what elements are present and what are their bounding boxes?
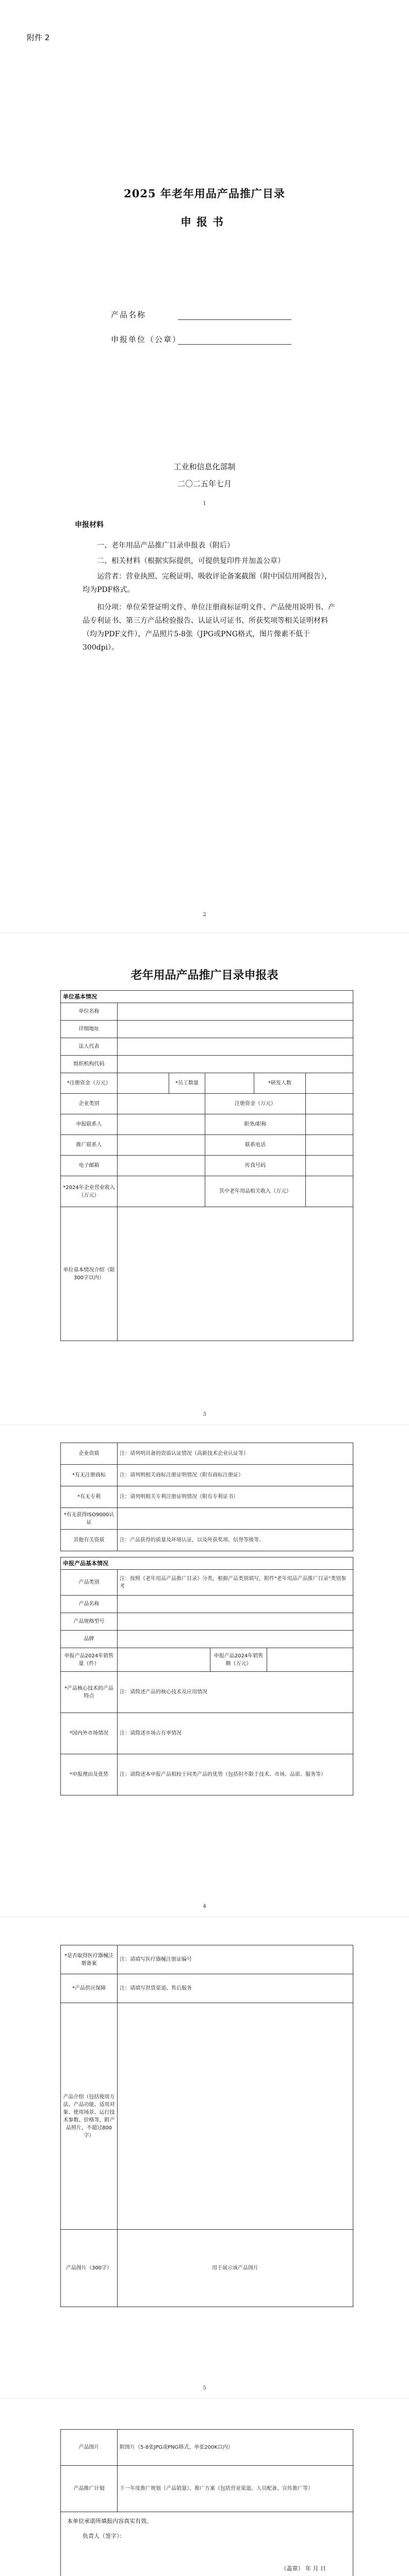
unit-name-label: 单位名称 [61,1003,118,1021]
materials-item-2: 二、相关材料（根据实际提供，可提供复印件并加盖公章） [97,557,285,565]
applicant-line [178,335,291,345]
cert-note-4[interactable] [118,1508,353,1530]
photo-note[interactable]: 用于展示该产品图片 [118,2230,353,2307]
sales-value[interactable] [118,1648,210,1672]
brand-label: 品牌 [61,1631,118,1648]
images-plan-table [60,2429,353,2576]
approval-label: *是否取得医疗器械注册备案 [61,1945,118,1974]
org-code-value[interactable] [118,1056,353,1073]
product-name-cell-label: 产品名称 [61,1596,118,1613]
contact-value[interactable] [118,1114,205,1135]
annex-label: 附件 2 [27,33,50,42]
elder-revenue-value[interactable] [306,1176,353,1207]
promo-note[interactable]: 下一年度推广规划（产品销量）、推广方案（包括营业渠道、人员配备、宣传推广等） [118,2466,353,2512]
cert-label-4: *有无获得ISO9000认证 [61,1508,118,1530]
approval-note[interactable]: 注：请填写医疗器械注册证编号 [118,1945,353,1974]
title-label: 职务/职称 [205,1114,306,1135]
materials-heading: 申报材料 [75,521,104,529]
email-label: 电子邮箱 [61,1156,118,1176]
supply-label: *产品供应保障 [61,1974,118,2003]
supply-note[interactable]: 注：请填写供货渠道、售后服务 [118,1974,353,2003]
cert-note-1[interactable]: 注：请列明具备的资质认证情况（高新技术企业认证等） [118,1443,353,1465]
product-name-cell-value[interactable] [118,1596,353,1613]
page-number: 4 [203,1904,206,1909]
page-number: 5 [203,2385,206,2391]
images-note[interactable]: 附图片（5-8张JPG或PNG格式，单张200K以内） [118,2430,353,2466]
form-title: 老年用品产品推广目录申报表 [130,969,279,982]
cert-label-2: *有无注册商标 [61,1465,118,1486]
features-label: *产品核心技术的产品特点 [61,1672,118,1713]
brand-value[interactable] [118,1631,353,1648]
capital-value[interactable] [118,1073,169,1094]
cert-label-5: 其他有关资质 [61,1530,118,1551]
page-separator [0,2398,409,2399]
rd-label: *研发人数 [254,1073,306,1094]
legal-rep-value[interactable] [118,1038,353,1056]
revenue-label: *2024年企业营业收入（万元） [61,1176,118,1207]
cert-label-1: 企业资质 [61,1443,118,1465]
phone-label: 联系电话 [205,1135,306,1156]
unit-info-table [60,990,353,1341]
unit-name-value[interactable] [118,1003,353,1021]
address-value[interactable] [118,1021,353,1038]
product-section-title: 申报产品基本情况 [61,1557,353,1570]
promoter-label: 推广联系人 [61,1135,118,1156]
materials-item-1: 一、老年用品产品推广目录申报表（附后） [97,541,234,550]
product-intro-label: 产品介绍（包括使用方法、产品功能、适用对象、使用场景、运行技术参数、价格等，附产品照片，不超过800字） [61,2003,118,2230]
product-intro-value[interactable] [118,2003,353,2230]
materials-item-3: 运营者：营业执照、完税证明、吸收评论备案截图（附中国信用网报告），均为PDF格式。 [83,572,332,594]
rd-value[interactable] [306,1073,353,1094]
advantage-label: *申报理由及优势 [61,1754,118,1795]
page-number: 3 [203,1412,206,1417]
declaration-date: （盖章） 年 月 日 [281,2565,326,2572]
address-label: 详细地址 [61,1021,118,1038]
promoter-value[interactable] [118,1135,205,1156]
declaration-text: 本单位承诺所填报内容真实有效。 [67,2518,152,2524]
category-label: 产品类别 [61,1570,118,1596]
contact-label: 申报联系人 [61,1114,118,1135]
elder-revenue-label: 其中老年用品相关收入（万元） [205,1176,306,1207]
page-number: 1 [203,501,206,506]
category-note[interactable]: 注：按照《老年用品产品推广目录》分类，根据产品类别填写，附件"老年用品产品推广目录"类别参考 [118,1570,353,1596]
sales-revenue-value[interactable] [267,1648,353,1672]
staff-label: *员工数量 [169,1073,205,1094]
market-note[interactable]: 注：请简述市场占有率情况 [118,1713,353,1754]
model-label: 产品规格型号 [61,1613,118,1631]
issuer: 工业和信息化部制 [173,462,236,471]
page-number: 2 [203,912,206,918]
revenue-value[interactable] [118,1176,205,1207]
images-label: 产品图片 [61,2430,118,2466]
unit-intro-label: 单位基本情况介绍（限300字以内） [61,1207,118,1341]
features-note[interactable]: 注：请简述产品的核心技术及应用情况 [118,1672,353,1713]
cert-note-3[interactable]: 注：请列明相关专利注册证明情况（附有专利证书） [118,1486,353,1508]
title-value[interactable] [306,1114,353,1135]
org-code-label: 组织机构代码 [61,1056,118,1073]
sales-revenue-label: 申报产品2024年销售额（万元） [210,1648,267,1672]
issue-date: 二〇二五年七月 [177,479,232,488]
nature-value[interactable] [118,1094,205,1114]
materials-item-4: 扣分项：单位荣誉证明文件、单位注册商标证明文件、产品使用说明书、产品专利证书、第三方产品检验报告、认证认可证书、所获奖项等相关证明材料（均为PDF文件），产品照片5-8张（JPG或PNG格式，图片像素不低于300dpi）。 [83,603,335,652]
market-label: *国内外市场情况 [61,1713,118,1754]
nature-label: 企业类别 [61,1094,118,1114]
capital-label: *注册资金（万元） [61,1073,118,1094]
staff-value[interactable] [205,1073,254,1094]
fax-value[interactable] [306,1156,353,1176]
product-table [60,1557,353,1795]
sales-label: 申报产品2024年销售量（件） [61,1648,118,1672]
promo-label: 产品推广计划 [61,2466,118,2512]
photo-label: 产品图片（300字） [61,2230,118,2307]
product-name-field [111,309,291,320]
declaration-cell[interactable] [61,2512,353,2576]
declaration-sign: 负责人（签字）： [83,2533,125,2539]
product-name-line [178,310,291,320]
applicant-field [111,334,291,345]
applicant-label: 申报单位（公章） [111,335,182,344]
asset-value[interactable] [306,1094,353,1114]
cert-label-3: *有无专利 [61,1486,118,1508]
fax-label: 传真号码 [205,1156,306,1176]
cert-note-2[interactable]: 注：请列明相关商标注册证明情况（附有商标注册证） [118,1465,353,1486]
unit-intro-value[interactable] [118,1207,353,1341]
advantage-note[interactable]: 注：请简述本申报产品相较于同类产品的优势（包括但不限于技术、市场、品质、服务等） [118,1754,353,1795]
legal-rep-label: 法人代表 [61,1038,118,1056]
cert-note-5[interactable]: 注：产品获得的质量及环境认证，以及所获奖项、信誉等级等。 [118,1530,353,1551]
model-value[interactable] [118,1613,353,1631]
document-subtitle: 申报书 [181,215,228,228]
phone-value[interactable] [306,1135,353,1156]
asset-label: 注册资金（万元） [205,1094,306,1114]
cert-table [60,1443,353,1551]
product-name-label: 产品名称 [111,310,146,319]
product-detail-table [60,1945,353,2307]
unit-section-title: 单位基本情况 [61,991,353,1003]
email-value[interactable] [118,1156,205,1176]
document-title: 2025 年老年用品产品推广目录 [124,187,285,200]
